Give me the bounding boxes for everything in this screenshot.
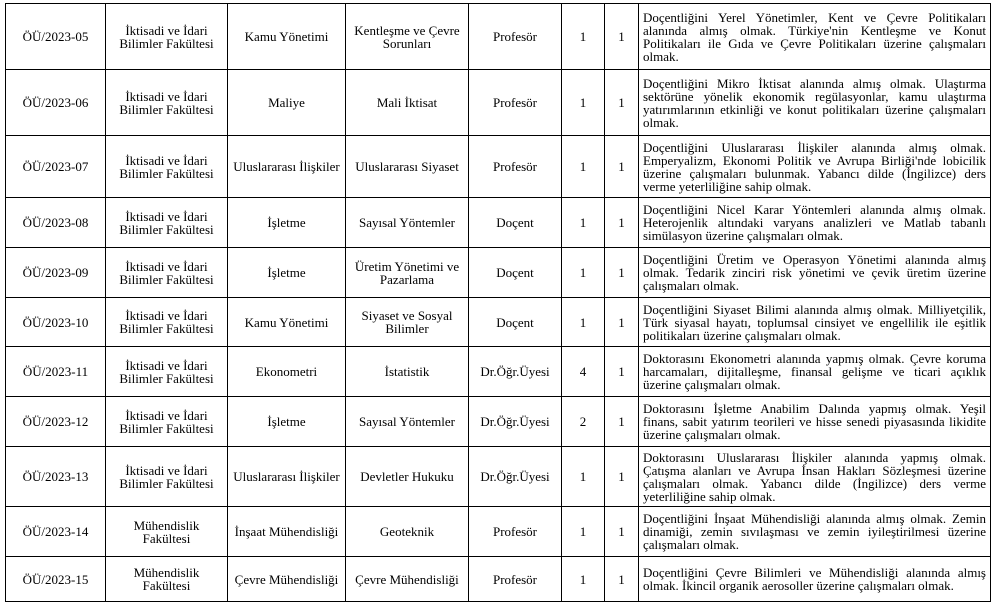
position-code-cell: ÖÜ/2023-10	[6, 298, 106, 347]
position-count-cell: 1	[562, 298, 605, 347]
academic-title-cell: Doçent	[469, 248, 562, 298]
table-row	[6, 248, 991, 298]
department-cell: İşletme	[228, 397, 346, 447]
table-row	[6, 347, 991, 397]
position-code-cell: ÖÜ/2023-05	[6, 4, 106, 70]
academic-title-cell: Profesör	[469, 557, 562, 602]
academic-title-cell: Profesör	[469, 136, 562, 198]
position-code-cell: ÖÜ/2023-13	[6, 447, 106, 507]
requirement-cell: Doçentliğini Yerel Yönetimler, Kent ve Çevre Politikaları alanında almış olmak. Türkiye'nin Kentleşme ve Konut Politikaları ile Gıda ve Çevre Politikaları üzerine çalışmaları olmak.	[639, 4, 991, 70]
academic-title-cell: Profesör	[469, 507, 562, 557]
field-cell: Üretim Yönetimi ve Pazarlama	[346, 248, 469, 298]
table-row	[6, 557, 991, 602]
requirement-cell: Doçentliğini Çevre Bilimleri ve Mühendisliği alanında almış olmak. İkincil organik aerosoller üzerine çalışmaları olmak.	[639, 557, 991, 602]
department-cell: Kamu Yönetimi	[228, 4, 346, 70]
department-cell: Kamu Yönetimi	[228, 298, 346, 347]
department-cell: İnşaat Mühendisliği	[228, 507, 346, 557]
faculty-cell: İktisadi ve İdari Bilimler Fakültesi	[106, 136, 228, 198]
position-code-cell: ÖÜ/2023-12	[6, 397, 106, 447]
position-code-cell: ÖÜ/2023-15	[6, 557, 106, 602]
quota-cell: 1	[605, 198, 639, 248]
requirement-cell: Doçentliğini Nicel Karar Yöntemleri alanında almış olmak. Heterojenlik altındaki varyans analizleri ve Matlab tabanlı simülasyon üzerine çalışmaları olmak.	[639, 198, 991, 248]
requirement-cell: Doçentliğini Uluslararası İlişkiler alanında almış olmak. Emperyalizm, Ekonomi Politik ve Avrupa Birliği'nde lobicilik üzerine çalışmaları bulunmak. Yabancı dilde (İngilizce) ders verme yeterliliğine sahip olmak.	[639, 136, 991, 198]
requirement-cell: Doçentliğini Üretim ve Operasyon Yönetimi alanında almış olmak. Tedarik zinciri risk yönetimi ve çevik üretim üzerine çalışmaları olmak.	[639, 248, 991, 298]
quota-cell: 1	[605, 70, 639, 136]
position-code-cell: ÖÜ/2023-07	[6, 136, 106, 198]
field-cell: Devletler Hukuku	[346, 447, 469, 507]
faculty-cell: İktisadi ve İdari Bilimler Fakültesi	[106, 397, 228, 447]
requirement-cell: Doçentliğini Mikro İktisat alanında almış olmak. Ulaştırma sektörüne yönelik ekonomik regülasyonlar, kamu ulaştırma yatırımlarının etkinliği ve konut politikaları üzerine çalışmaları olmak.	[639, 70, 991, 136]
field-cell: Sayısal Yöntemler	[346, 198, 469, 248]
faculty-cell: İktisadi ve İdari Bilimler Fakültesi	[106, 4, 228, 70]
position-count-cell: 1	[562, 70, 605, 136]
position-count-cell: 1	[562, 248, 605, 298]
academic-title-cell: Profesör	[469, 70, 562, 136]
quota-cell: 1	[605, 248, 639, 298]
field-cell: Geoteknik	[346, 507, 469, 557]
positions-table	[5, 3, 991, 602]
academic-title-cell: Dr.Öğr.Üyesi	[469, 397, 562, 447]
faculty-cell: İktisadi ve İdari Bilimler Fakültesi	[106, 447, 228, 507]
quota-cell: 1	[605, 136, 639, 198]
academic-title-cell: Dr.Öğr.Üyesi	[469, 347, 562, 397]
faculty-cell: İktisadi ve İdari Bilimler Fakültesi	[106, 347, 228, 397]
quota-cell: 1	[605, 447, 639, 507]
table-row	[6, 136, 991, 198]
requirement-cell: Doktorasını Ekonometri alanında yapmış olmak. Çevre koruma harcamaları, dijitalleşme, finansal gelişme ve ticari açıklık üzerine çalışmaları olmak.	[639, 347, 991, 397]
position-count-cell: 1	[562, 198, 605, 248]
position-code-cell: ÖÜ/2023-08	[6, 198, 106, 248]
table-row	[6, 70, 991, 136]
academic-title-cell: Doçent	[469, 198, 562, 248]
department-cell: İşletme	[228, 248, 346, 298]
field-cell: Sayısal Yöntemler	[346, 397, 469, 447]
position-code-cell: ÖÜ/2023-11	[6, 347, 106, 397]
academic-title-cell: Profesör	[469, 4, 562, 70]
requirement-cell: Doçentliğini İnşaat Mühendisliği alanında almış olmak. Zemin dinamiği, zemin sıvılaşması ve zemin iyileştirilmesi üzerine çalışmaları olmak.	[639, 507, 991, 557]
department-cell: Maliye	[228, 70, 346, 136]
quota-cell: 1	[605, 4, 639, 70]
quota-cell: 1	[605, 557, 639, 602]
field-cell: Çevre Mühendisliği	[346, 557, 469, 602]
quota-cell: 1	[605, 507, 639, 557]
academic-title-cell: Doçent	[469, 298, 562, 347]
position-count-cell: 1	[562, 507, 605, 557]
faculty-cell: İktisadi ve İdari Bilimler Fakültesi	[106, 298, 228, 347]
field-cell: Uluslararası Siyaset	[346, 136, 469, 198]
position-count-cell: 1	[562, 136, 605, 198]
position-count-cell: 4	[562, 347, 605, 397]
quota-cell: 1	[605, 397, 639, 447]
table-row	[6, 447, 991, 507]
table-row	[6, 397, 991, 447]
department-cell: Uluslararası İlişkiler	[228, 136, 346, 198]
department-cell: Ekonometri	[228, 347, 346, 397]
department-cell: Çevre Mühendisliği	[228, 557, 346, 602]
field-cell: Mali İktisat	[346, 70, 469, 136]
table-row	[6, 507, 991, 557]
position-count-cell: 2	[562, 397, 605, 447]
position-count-cell: 1	[562, 447, 605, 507]
faculty-cell: Mühendislik Fakültesi	[106, 507, 228, 557]
faculty-cell: İktisadi ve İdari Bilimler Fakültesi	[106, 198, 228, 248]
faculty-cell: İktisadi ve İdari Bilimler Fakültesi	[106, 70, 228, 136]
table-row	[6, 198, 991, 248]
position-code-cell: ÖÜ/2023-06	[6, 70, 106, 136]
department-cell: İşletme	[228, 198, 346, 248]
position-count-cell: 1	[562, 557, 605, 602]
position-code-cell: ÖÜ/2023-09	[6, 248, 106, 298]
field-cell: Kentleşme ve Çevre Sorunları	[346, 4, 469, 70]
quota-cell: 1	[605, 347, 639, 397]
faculty-cell: İktisadi ve İdari Bilimler Fakültesi	[106, 248, 228, 298]
table-row	[6, 4, 991, 70]
position-count-cell: 1	[562, 4, 605, 70]
position-code-cell: ÖÜ/2023-14	[6, 507, 106, 557]
table-body	[6, 4, 991, 602]
field-cell: İstatistik	[346, 347, 469, 397]
requirement-cell: Doktorasını Uluslararası İlişkiler alanında yapmış olmak. Çatışma alanları ve Avrupa İnsan Hakları Sözleşmesi üzerine çalışmaları olmak. Yabancı dilde (İngilizce) ders verme yeterliliğine sahip olmak.	[639, 447, 991, 507]
faculty-cell: Mühendislik Fakültesi	[106, 557, 228, 602]
table-row	[6, 298, 991, 347]
requirement-cell: Doktorasını İşletme Anabilim Dalında yapmış olmak. Yeşil finans, sabit yatırım teorileri ve hisse senedi piyasasında likidite üzerine çalışmaları olmak.	[639, 397, 991, 447]
requirement-cell: Doçentliğini Siyaset Bilimi alanında almış olmak. Milliyetçilik, Türk siyasal hayatı, toplumsal cinsiyet ve engellilik ile eşitlik politikaları üzerine çalışmaları olmak.	[639, 298, 991, 347]
quota-cell: 1	[605, 298, 639, 347]
academic-title-cell: Dr.Öğr.Üyesi	[469, 447, 562, 507]
field-cell: Siyaset ve Sosyal Bilimler	[346, 298, 469, 347]
department-cell: Uluslararası İlişkiler	[228, 447, 346, 507]
